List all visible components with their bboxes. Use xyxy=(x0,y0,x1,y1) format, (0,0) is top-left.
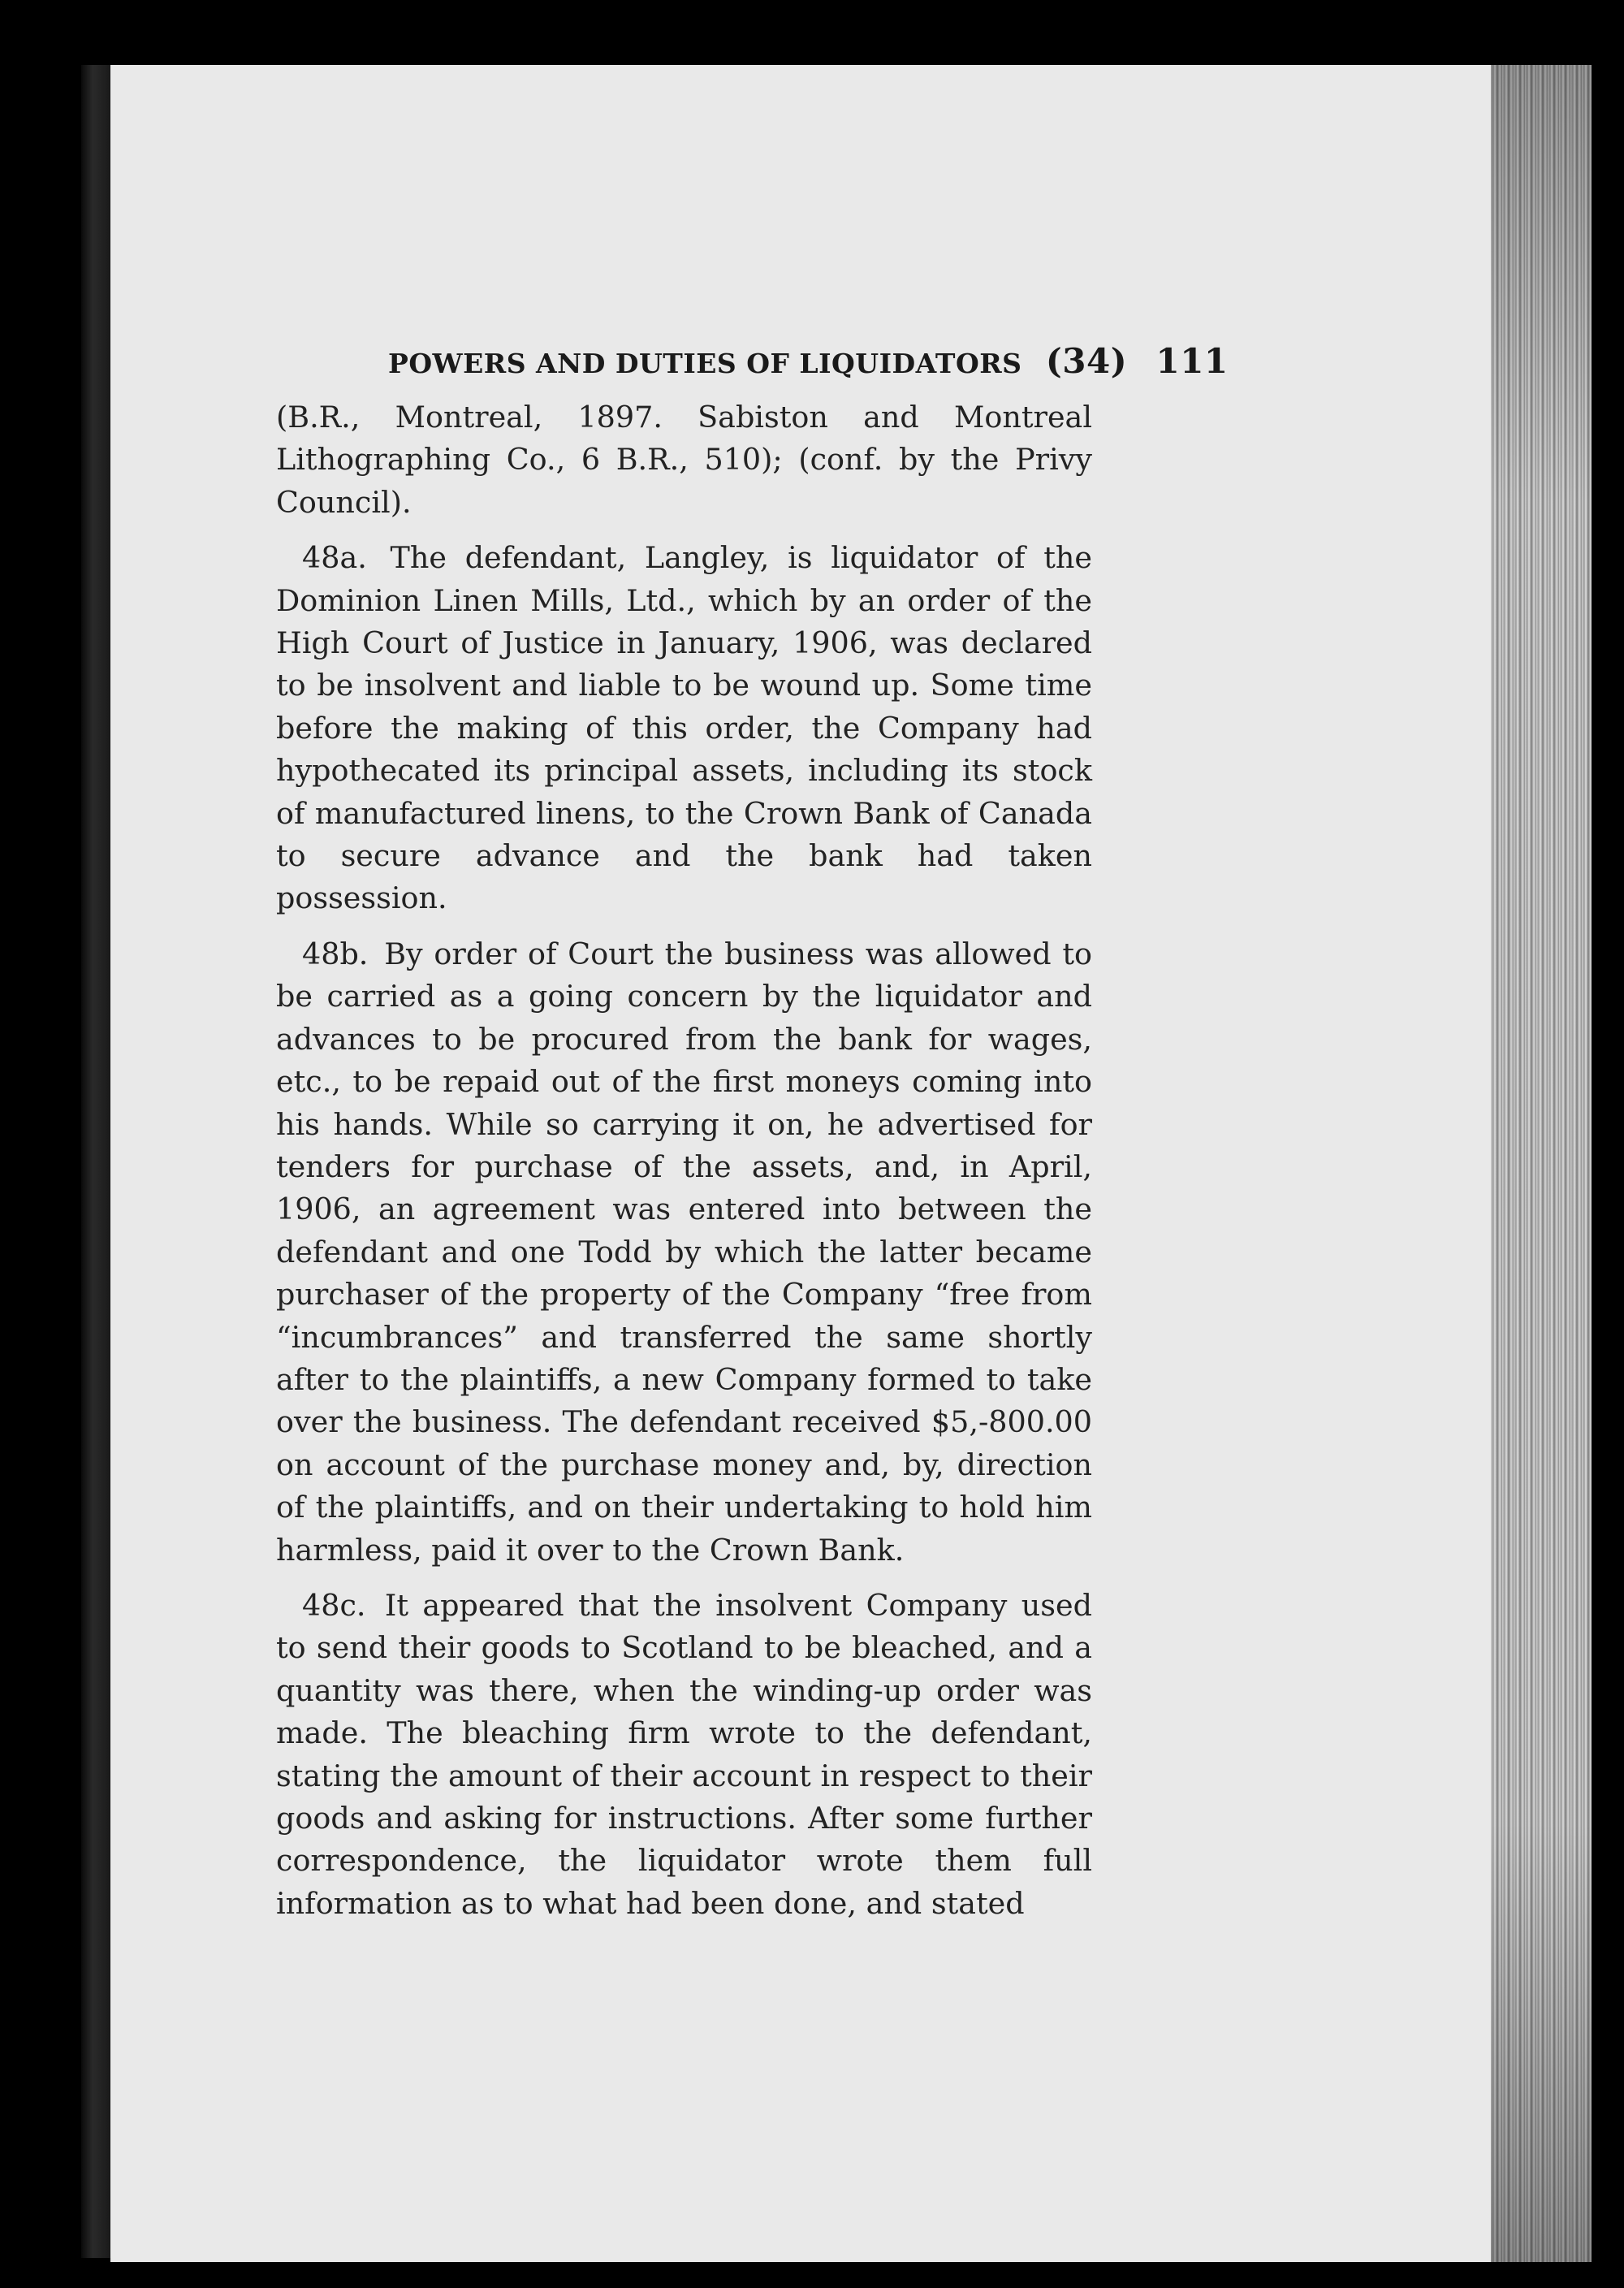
running-head-title: POWERS AND DUTIES OF LIQUIDATORS xyxy=(388,348,1022,379)
body-text xyxy=(276,396,1092,1938)
running-head xyxy=(388,341,1229,381)
paragraph-text: By order of Court the business was allowed to be carried as a going concern by the liquidator and advances to be procured from the bank for wages, etc., to be repaid out of the first moneys coming into his hands. While so carrying it on, he advertised for tenders for purchase of the assets, and, in April, 1906, an agreement was entered into between the defendant and one Todd by which the latter became purchaser of the property of the Company “free from “incumbrances” and transferred the same shortly after to the plaintiffs, a new Company formed to take over the business. The defendant received $5,-800.00 on account of the purchase money and, by, direction of the plaintiffs, and on their undertaking to hold him harmless, paid it over to the Crown Bank. xyxy=(276,936,1092,1568)
section-number: (34) xyxy=(1045,341,1128,381)
paragraph-continuation xyxy=(276,396,1092,524)
page-stack-edge xyxy=(1491,65,1592,2262)
paragraph-48b xyxy=(276,933,1092,1572)
paragraph-number: 48c. xyxy=(302,1587,366,1623)
binding-edge xyxy=(81,65,110,2258)
paragraph-text: (B.R., Montreal, 1897. Sabiston and Montreal Lithographing Co., 6 B.R., 510); (conf. by the Privy Council). xyxy=(276,400,1092,520)
paragraph-text: The defendant, Langley, is liquidator of the Dominion Linen Mills, Ltd., which by an order of the High Court of Justice in January, 1906, was declared to be insolvent and liable to be wound up. Some time before the making of this order, the Company had hypothecated its principal assets, including its stock of manufactured linens, to the Crown Bank of Canada to secure advance and the bank had taken possession. xyxy=(276,540,1092,916)
paragraph-48a xyxy=(276,537,1092,920)
paragraph-number: 48a. xyxy=(302,540,367,576)
paragraph-text: It appeared that the insolvent Company used to send their goods to Scotland to be bleached, and a quantity was there, when the winding-up order was made. The bleaching firm wrote to the defendant, stating the amount of their account in respect to their goods and asking for instructions. After some further correspondence, the liquidator wrote them full information as to what had been done, and stated xyxy=(276,1587,1092,1921)
paragraph-48c xyxy=(276,1585,1092,1925)
paragraph-number: 48b. xyxy=(302,936,369,971)
page-number: 111 xyxy=(1155,341,1229,381)
